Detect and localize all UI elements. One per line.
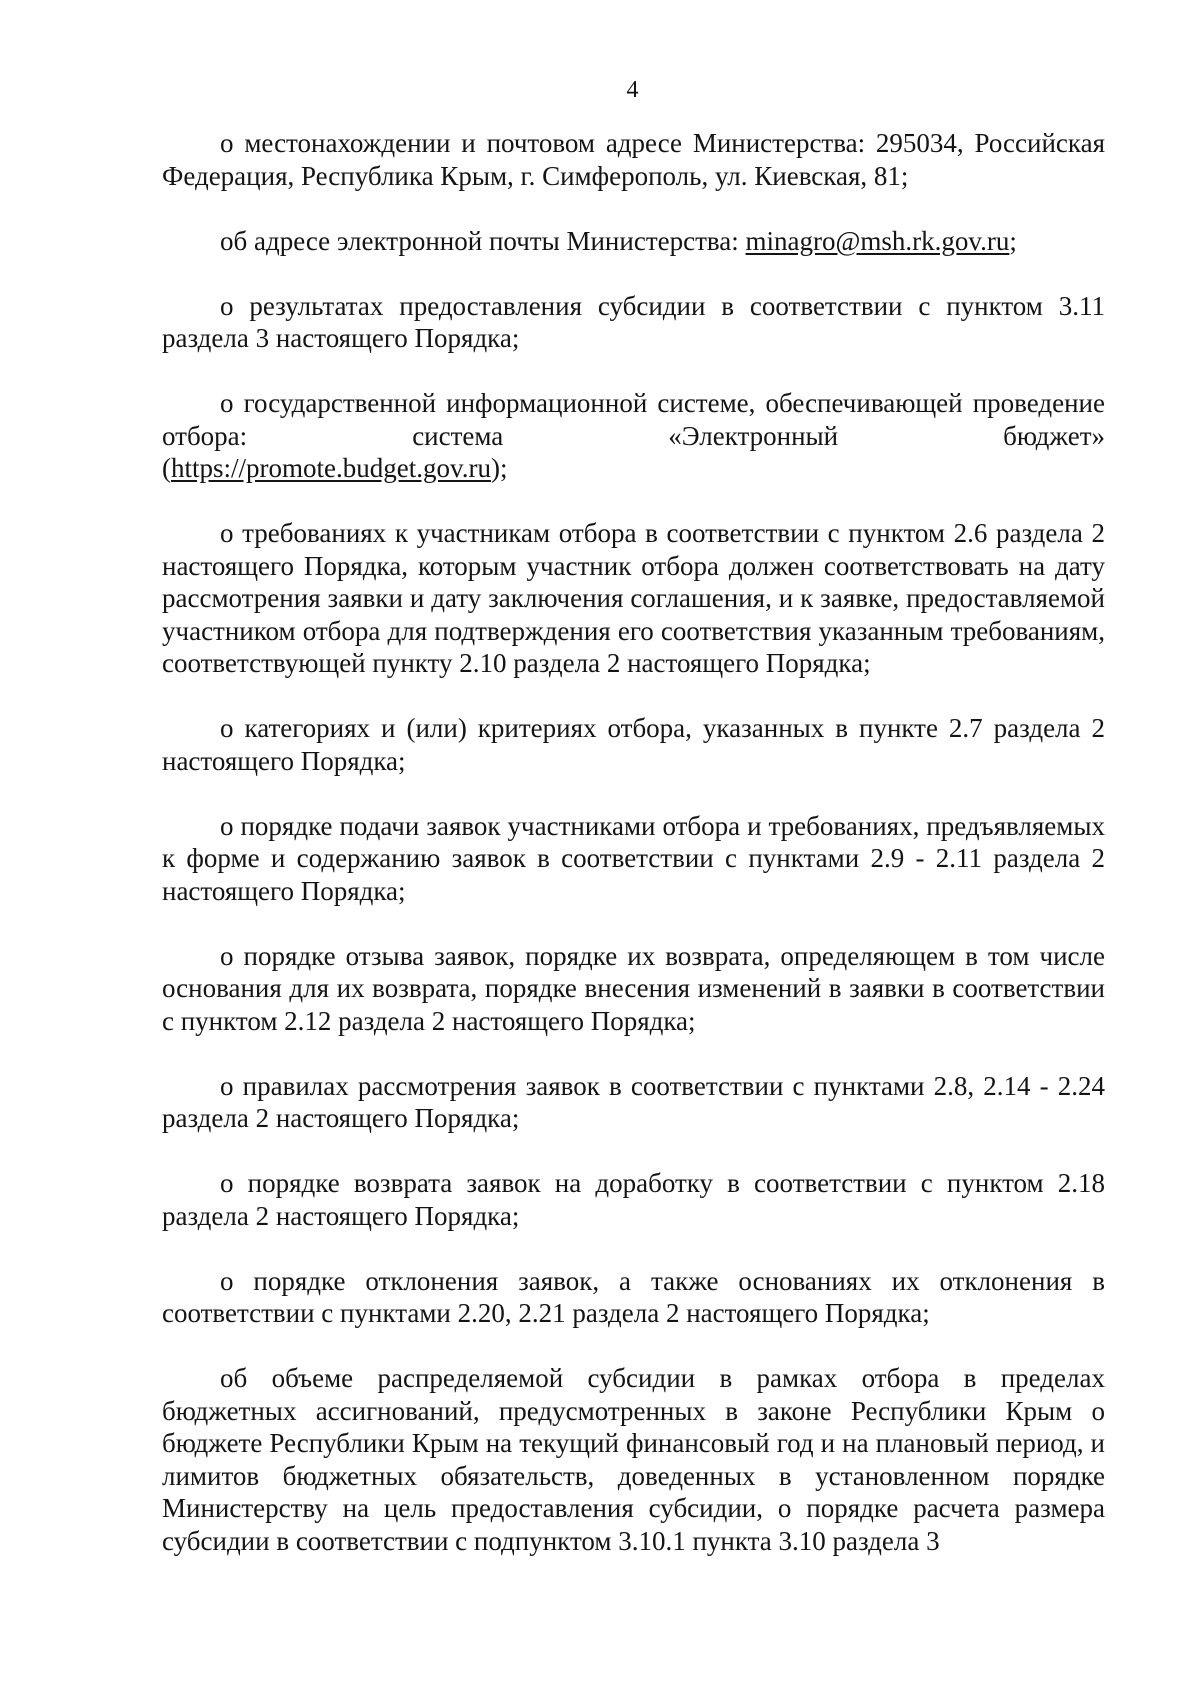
link-close-text: ); <box>490 453 508 483</box>
paragraph-subsidy-results: о результатах предоставления субсидии в соответствии с пунктом 3.11 раздела 3 настоящего Порядка; <box>162 290 1105 353</box>
email-intro-text: об адресе электронной почты Министерства: <box>220 225 746 256</box>
budget-system-link[interactable]: https://promote.budget.gov.ru <box>171 453 491 483</box>
link-open-paren: ( <box>162 453 171 483</box>
information-system-text: о государственной информационной системе, обеспечивающей проведение отбора: система «Электронный бюджет» <box>162 388 1105 451</box>
paragraph-information-system <box>162 387 1105 485</box>
paragraph-rejection-procedure: о порядке отклонения заявок, а также основаниях их отклонения в соответствии с пунктами 2.20, 2.21 раздела 2 настоящего Порядка; <box>162 1265 1105 1328</box>
paragraph-review-rules: о правилах рассмотрения заявок в соответствии с пунктами 2.8, 2.14 - 2.24 раздела 2 настоящего Порядка; <box>162 1070 1105 1133</box>
paragraph-application-withdrawal: о порядке отзыва заявок, порядке их возврата, определяющем в том числе основания для их возврата, порядке внесения изменений в заявки в соответствии с пунктом 2.12 раздела 2 настоящего Порядка; <box>162 940 1105 1036</box>
paragraph-selection-criteria: о категориях и (или) критериях отбора, указанных в пункте 2.7 раздела 2 настоящего Порядка; <box>162 713 1105 776</box>
paragraph-application-procedure: о порядке подачи заявок участниками отбора и требованиях, предъявляемых к форме и содержанию заявок в соответствии с пунктами 2.9 - 2.11 раздела 2 настоящего Порядка; <box>162 810 1105 906</box>
paragraph-ministry-email <box>162 225 1105 258</box>
paragraph-subsidy-volume: об объеме распределяемой субсидии в рамках отбора в пределах бюджетных ассигнований, предусмотренных в законе Республики Крым о бюджете Республики Крым на текущий финансовый год и на плановый период, и лимитов бюджетных обязательств, доведенных в установленном порядке Министерству на цель предоставления субсидии, о порядке расчета размера субсидии в соответствии с подпунктом 3.10.1 пункта 3.10 раздела 3 <box>162 1363 1105 1556</box>
paragraph-return-for-revision: о порядке возврата заявок на доработку в соответствии с пунктом 2.18 раздела 2 настоящего Порядка; <box>162 1168 1105 1231</box>
email-trailing-text: ; <box>1009 225 1017 256</box>
paragraph-ministry-address: о местонахождении и почтовом адресе Министерства: 295034, Российская Федерация, Республика Крым, г. Симферополь, ул. Киевская, 81; <box>162 128 1105 191</box>
ministry-email-link[interactable]: minagro@msh.rk.gov.ru <box>745 225 1010 256</box>
page-number: 4 <box>626 77 639 103</box>
paragraph-participant-requirements: о требованиях к участникам отбора в соответствии с пунктом 2.6 раздела 2 настоящего Порядка, которым участник отбора должен соответствовать на дату рассмотрения заявки и дату заключения соглашения, и к заявке, предоставляемой участником отбора для подтверждения его соответствия указанным требованиям, соответствующей пункту 2.10 раздела 2 настоящего Порядка; <box>162 518 1105 678</box>
document-body <box>162 127 1105 1590</box>
